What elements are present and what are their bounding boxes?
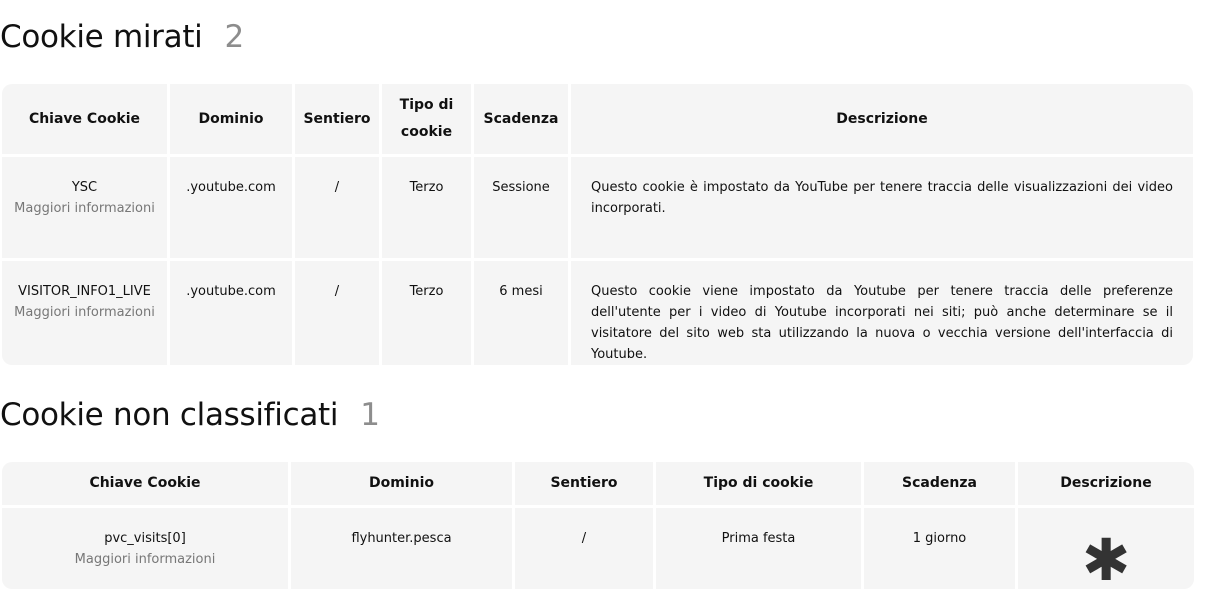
cell-path: / bbox=[295, 157, 379, 258]
more-info-link[interactable]: Maggiori informazioni bbox=[74, 552, 216, 567]
asterisk-icon: ✱ bbox=[1081, 526, 1131, 594]
cell-domain: flyhunter.pesca bbox=[291, 508, 512, 589]
section-title-unclassified-cookies bbox=[0, 397, 380, 433]
section-title-text: Cookie mirati bbox=[0, 19, 203, 55]
header-path: Sentiero bbox=[295, 84, 379, 154]
cell-cookie-key bbox=[2, 157, 167, 258]
cell-cookie-key bbox=[2, 261, 167, 365]
cookie-count: 1 bbox=[360, 397, 380, 433]
section-title-text: Cookie non classificati bbox=[0, 397, 339, 433]
table-row bbox=[2, 508, 1194, 589]
cell-cookie-key bbox=[2, 508, 288, 589]
section-title-targeted-cookies bbox=[0, 19, 244, 55]
header-domain: Dominio bbox=[291, 462, 512, 505]
table-row bbox=[2, 157, 1193, 258]
cell-expiry: 6 mesi bbox=[474, 261, 568, 365]
cookie-key: pvc_visits[0] bbox=[104, 531, 186, 546]
cell-domain: .youtube.com bbox=[170, 261, 292, 365]
cell-description: Questo cookie è impostato da YouTube per tenere traccia delle visualizzazioni dei video incorporati. bbox=[571, 157, 1193, 258]
cell-description: Questo cookie viene impostato da Youtube per tenere traccia delle preferenze dell'utente per i video di Youtube incorporati nei siti; può anche determinare se il visitatore del sito web sta utilizzando la nuova o vecchia versione dell'interfaccia di Youtube. bbox=[571, 261, 1193, 365]
cell-description bbox=[1018, 508, 1194, 594]
header-cookie-key: Chiave Cookie bbox=[2, 84, 167, 154]
more-info-link[interactable]: Maggiori informazioni bbox=[14, 201, 155, 216]
table-row bbox=[2, 261, 1193, 365]
header-expiry: Scadenza bbox=[864, 462, 1015, 505]
header-cookie-key: Chiave Cookie bbox=[2, 462, 288, 505]
cookie-key: YSC bbox=[71, 180, 98, 195]
cell-type: Prima festa bbox=[656, 508, 861, 589]
table-header-row bbox=[2, 84, 1193, 154]
cell-expiry: 1 giorno bbox=[864, 508, 1015, 589]
cell-path: / bbox=[515, 508, 653, 589]
cell-expiry: Sessione bbox=[474, 157, 568, 258]
cookie-key: VISITOR_INFO1_LIVE bbox=[18, 284, 151, 299]
header-description: Descrizione bbox=[571, 84, 1193, 154]
header-expiry: Scadenza bbox=[474, 84, 568, 154]
targeted-cookies-table bbox=[0, 81, 1196, 368]
header-cookie-type: Tipo di cookie bbox=[382, 84, 471, 154]
unclassified-cookies-table bbox=[0, 459, 1197, 592]
cell-type: Terzo bbox=[382, 261, 471, 365]
cell-domain: .youtube.com bbox=[170, 157, 292, 258]
header-path: Sentiero bbox=[515, 462, 653, 505]
cookie-count: 2 bbox=[224, 19, 244, 55]
table-header-row bbox=[2, 462, 1194, 505]
cell-path: / bbox=[295, 261, 379, 365]
header-domain: Dominio bbox=[170, 84, 292, 154]
more-info-link[interactable]: Maggiori informazioni bbox=[14, 305, 155, 320]
header-description: Descrizione bbox=[1018, 462, 1194, 505]
cell-type: Terzo bbox=[382, 157, 471, 258]
header-cookie-type: Tipo di cookie bbox=[656, 462, 861, 505]
